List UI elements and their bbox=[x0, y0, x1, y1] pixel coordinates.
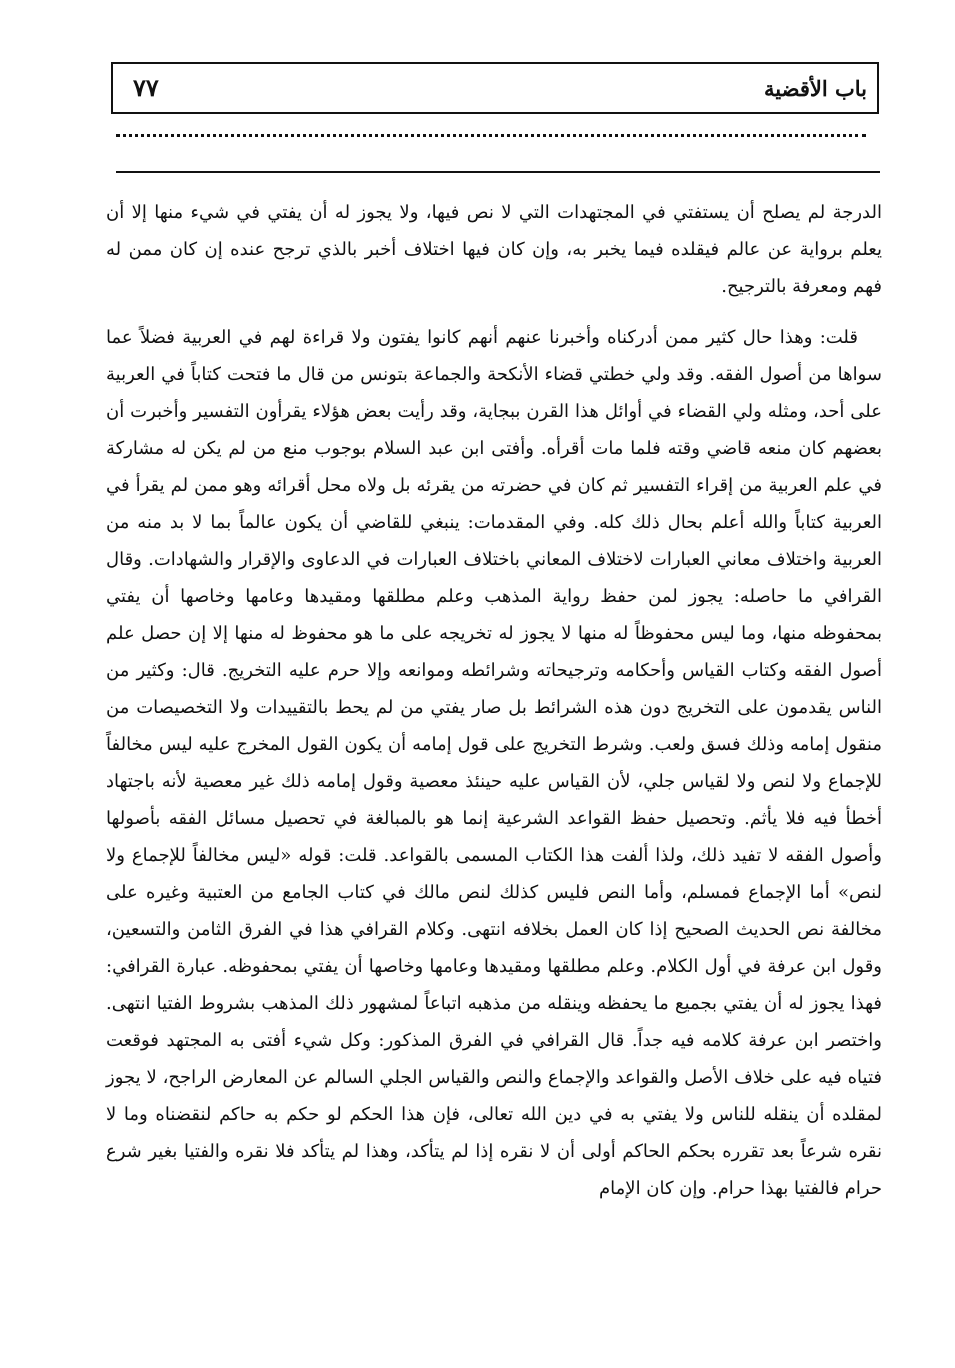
paragraph-continuation: الدرجة لم يصلح أن يستفتي في المجتهدات التي لا نص فيها، ولا يجوز له أن يفتي في شيء منها إلا أن يعلم برواية عن عالم فيقلده فيما يخبر به، وإن كان فيها اختلاف أخبر بالذي ترجح عنده إن كان ممن له فهم ومعرفة بالترجيح. bbox=[106, 202, 882, 297]
running-header bbox=[111, 62, 879, 114]
page-number: ٧٧ bbox=[133, 73, 159, 102]
body-text bbox=[106, 194, 882, 1207]
paragraph-commentary: قلت: وهذا حال كثير ممن أدركناه وأخبرنا عنهم أنهم كانوا يفتون ولا قراءة لهم في العربية فضلاً عما سواها من أصول الفقه. وقد ولي خطتي قضاء الأنكحة والجماعة بتونس من قال ما فتحت كتاباً في العربية على أحد، ومثله ولي القضاء في أوائل هذا القرن ببجاية، وقد رأيت بعض هؤلاء يقرأون التفسير وأخبرت أن بعضهم كان منعه قاضي وقته فلما مات أقرأه. وأفتى ابن عبد السلام بوجوب منع من لم يكن له مشاركة في علم العربية من إقراء التفسير ثم كان في حضرته من يقرئه بل ولاه محل أقرائه وهو ممن لم يقرأ في العربية كتاباً والله أعلم بحال ذلك كله. وفي المقدمات: ينبغي للقاضي أن يكون عالماً بما لا بد منه من العربية واختلاف معاني العبارات لاختلاف المعاني باختلاف العبارات في الدعاوى والإقرار والشهادات. وقال القرافي ما حاصله: يجوز لمن حفظ رواية المذهب وعلم مطلقها ومقيدها وعامها وخاصها أن يفتي بمحفوظه منها، وما ليس محفوظاً له منها لا يجوز له تخريجه على ما هو محفوظ له منها إلا إن حصل علم أصول الفقه وكتاب القياس وأحكامه وترجيحاته وشرائطه وموانعه وإلا حرم عليه التخريج. قال: وكثير من الناس يقدمون على التخريج دون هذه الشرائط بل صار يفتي من لم يحط بالتقييدات ولا التخصيصات من منقول إمامه وذلك فسق ولعب. وشرط التخريج على قول إمامه أن يكون القول المخرج عليه ليس مخالفاً للإجماع ولا لنص ولا لقياس جلي، لأن القياس عليه حينئذ معصية وقول إمامه ذلك غير معصية لأنه باجتهاد أخطأ فيه فلا يأثم. وتحصيل حفظ القواعد الشرعية إنما هو بالمبالغة في تحصيل مسائل الفقه بأصولها وأصول الفقه لا تفيد ذلك، ولذا ألفت هذا الكتاب المسمى بالقواعد. قلت: قوله «ليس مخالفاً للإجماع ولا لنص» أما الإجماع فمسلم، وأما النص فليس كذلك لنص مالك في كتاب الجامع من العتبية وغيره على مخالفة نص الحديث الصحيح إذا كان العمل بخلافه انتهى. وكلام القرافي هذا في الفرق الثامن والتسعين، وقول ابن عرفة في أول الكلام. وعلم مطلقها ومقيدها وعامها وخاصها أن يفتي بمحفوظه. عبارة القرافي: فهذا يجوز له أن يفتي بجميع ما يحفظه وينقله من مذهبه اتباعاً لمشهور ذلك المذهب بشروط الفتيا انتهى. واختصر ابن عرفة كلامه فيه جداً. قال القرافي في الفرق المذكور: وكل شيء أفتى به المجتهد فوقعت فتياه فيه على خلاف الأصل والقواعد والإجماع والنص والقياس الجلي السالم عن المعارض الراجح، لا يجوز لمقلده أن ينقله للناس ولا يفتي به في دين الله تعالى، فإن هذا الحكم لو حكم به حاكم لنقضناه وما لا نقره شرعاً بعد تقرره بحكم الحاكم أولى أن لا نقره إذا لم يتأكد، وهذا لم يتأكد فلا نقره والفتيا بغير شرع حرام فالفتيا بهذا حرام. وإن كان الإمام bbox=[106, 327, 882, 1199]
header-rule bbox=[116, 171, 880, 173]
dotted-separator bbox=[116, 134, 866, 137]
chapter-title: باب الأقضية bbox=[764, 76, 867, 101]
